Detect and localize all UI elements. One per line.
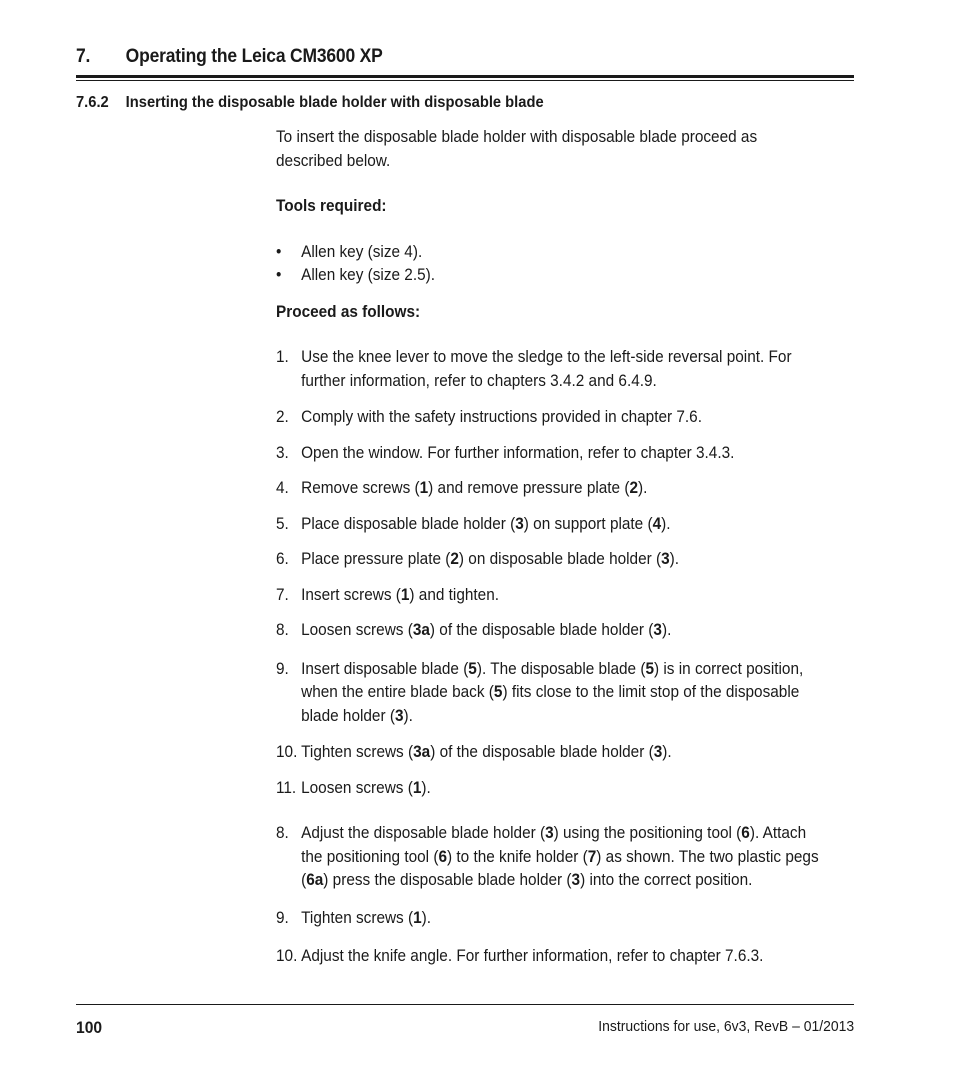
callout-reference: 3 [515, 514, 524, 533]
step-item [276, 741, 825, 765]
body-content [276, 126, 825, 969]
chapter-heading [76, 46, 383, 68]
proceed-heading: Proceed as follows: [276, 302, 421, 321]
callout-reference: 5 [468, 659, 477, 678]
callout-reference: 1 [400, 585, 410, 604]
step-number: 10. [276, 743, 298, 761]
step-number: 4. [276, 479, 289, 497]
step-text: ) using the positioning tool ( [553, 824, 742, 842]
chapter-title: Operating the Leica CM3600 XP [125, 46, 383, 67]
tool-item [276, 264, 825, 288]
step-text: ). [638, 479, 648, 497]
step-text: ) to the knife holder ( [447, 847, 588, 866]
steps-list [276, 346, 825, 969]
step-text: Loosen screws ( [301, 778, 413, 797]
step-text: Open the window. For further information, refer to chapter 3.4.3. [301, 443, 735, 462]
step-item [276, 822, 825, 893]
step-text: ) on support plate ( [523, 514, 653, 533]
step-number: 9. [276, 659, 289, 678]
step-number: 9. [276, 908, 289, 927]
step-item [276, 777, 825, 801]
step-item [276, 513, 825, 537]
step-text: ) fits close to the limit stop of the disposable blade holder ( [301, 683, 800, 725]
step-text: ) into the correct position. [580, 871, 753, 889]
step-text: Loosen screws ( [301, 621, 413, 639]
tool-item-text: Allen key (size 4). [301, 242, 423, 261]
step-number: 8. [276, 824, 289, 842]
step-item [276, 346, 825, 393]
step-text: Insert screws ( [301, 585, 401, 604]
step-text: ). The disposable blade ( [476, 659, 646, 678]
step-item [276, 584, 825, 608]
callout-reference: 6 [438, 847, 448, 866]
step-text: ). [661, 621, 672, 639]
footer-rule [76, 1004, 854, 1005]
step-item [276, 406, 825, 430]
step-text: ). [421, 778, 431, 797]
step-item [276, 619, 825, 643]
callout-reference: 4 [652, 514, 662, 533]
tool-item-text: Allen key (size 2.5). [301, 266, 436, 284]
step-text: Adjust the disposable blade holder ( [301, 824, 546, 842]
step-text: ). [661, 514, 671, 533]
section-number: 7.6.2 [76, 94, 109, 111]
step-text: Use the knee lever to move the sledge to the left-side reversal point. For further information, refer to chapters 3.4.2 and 6.4.9. [301, 348, 792, 390]
step-text: Place disposable blade holder ( [301, 514, 516, 533]
callout-reference: 7 [587, 847, 597, 866]
step-number: 2. [276, 408, 289, 426]
step-text: ) and tighten. [409, 585, 500, 604]
callout-reference: 1 [419, 479, 429, 497]
step-text: ) on disposable blade holder ( [458, 550, 662, 568]
step-text: Adjust the knife angle. For further information, refer to chapter 7.6.3. [301, 947, 764, 965]
step-text: ). [662, 743, 672, 761]
intro-paragraph: To insert the disposable blade holder with disposable blade proceed as described below. [276, 128, 758, 170]
callout-reference: 1 [413, 908, 422, 927]
step-text: ) is in correct position, when the entire blade back ( [301, 659, 804, 701]
callout-reference: 5 [645, 659, 655, 678]
callout-reference: 2 [450, 550, 459, 568]
step-text: ). [421, 908, 432, 927]
step-number: 3. [276, 443, 289, 462]
step-text: ) and remove pressure plate ( [428, 479, 630, 497]
callout-reference: 6a [306, 871, 324, 889]
step-item [276, 548, 825, 572]
callout-reference: 3 [545, 824, 554, 842]
step-number: 7. [276, 585, 289, 604]
callout-reference: 5 [493, 683, 503, 701]
callout-reference: 1 [412, 778, 422, 797]
step-number: 5. [276, 514, 289, 533]
bullet-mark: • [276, 242, 282, 261]
step-number: 6. [276, 550, 289, 568]
document-info: Instructions for use, 6v3, RevB – 01/2013 [598, 1018, 854, 1035]
step-number: 8. [276, 621, 289, 639]
step-number: 11. [276, 778, 297, 797]
page-number: 100 [76, 1018, 103, 1037]
step-number: 10. [276, 947, 298, 965]
callout-reference: 3 [653, 621, 662, 639]
header-rule-thick [76, 75, 854, 78]
step-text: Remove screws ( [301, 479, 420, 497]
header-rule-thin [76, 80, 854, 81]
tools-heading: Tools required: [276, 197, 387, 215]
step-text: ). Attach the positioning tool ( [301, 824, 807, 866]
step-item [276, 658, 825, 729]
step-text: Comply with the safety instructions provided in chapter 7.6. [301, 408, 702, 426]
section-title: Inserting the disposable blade holder with disposable blade [125, 94, 544, 111]
step-item [276, 907, 825, 931]
callout-reference: 3a [413, 743, 431, 761]
step-item [276, 945, 825, 969]
step-text: ) of the disposable blade holder ( [429, 621, 654, 639]
step-text: ). [669, 550, 680, 568]
step-number: 1. [276, 348, 289, 366]
tool-item [276, 241, 825, 265]
step-item [276, 477, 825, 501]
section-heading [76, 94, 544, 112]
step-item [276, 442, 825, 466]
step-text: ) as shown. The two plastic pegs ( [301, 847, 819, 889]
step-text: Tighten screws ( [301, 743, 414, 761]
callout-reference: 2 [629, 479, 639, 497]
callout-reference: 3 [394, 706, 404, 725]
step-text: ) press the disposable blade holder ( [323, 871, 572, 889]
step-text: Place pressure plate ( [301, 550, 451, 568]
bullet-mark: • [276, 266, 282, 284]
callout-reference: 3 [661, 550, 670, 568]
step-text: ) of the disposable blade holder ( [430, 743, 654, 761]
step-text: ). [403, 706, 413, 725]
callout-reference: 3 [653, 743, 663, 761]
step-text: Insert disposable blade ( [301, 659, 469, 678]
chapter-number: 7. [76, 46, 91, 67]
callout-reference: 3a [412, 621, 430, 639]
callout-reference: 6 [741, 824, 750, 842]
step-text: Tighten screws ( [301, 908, 414, 927]
callout-reference: 3 [571, 871, 581, 889]
